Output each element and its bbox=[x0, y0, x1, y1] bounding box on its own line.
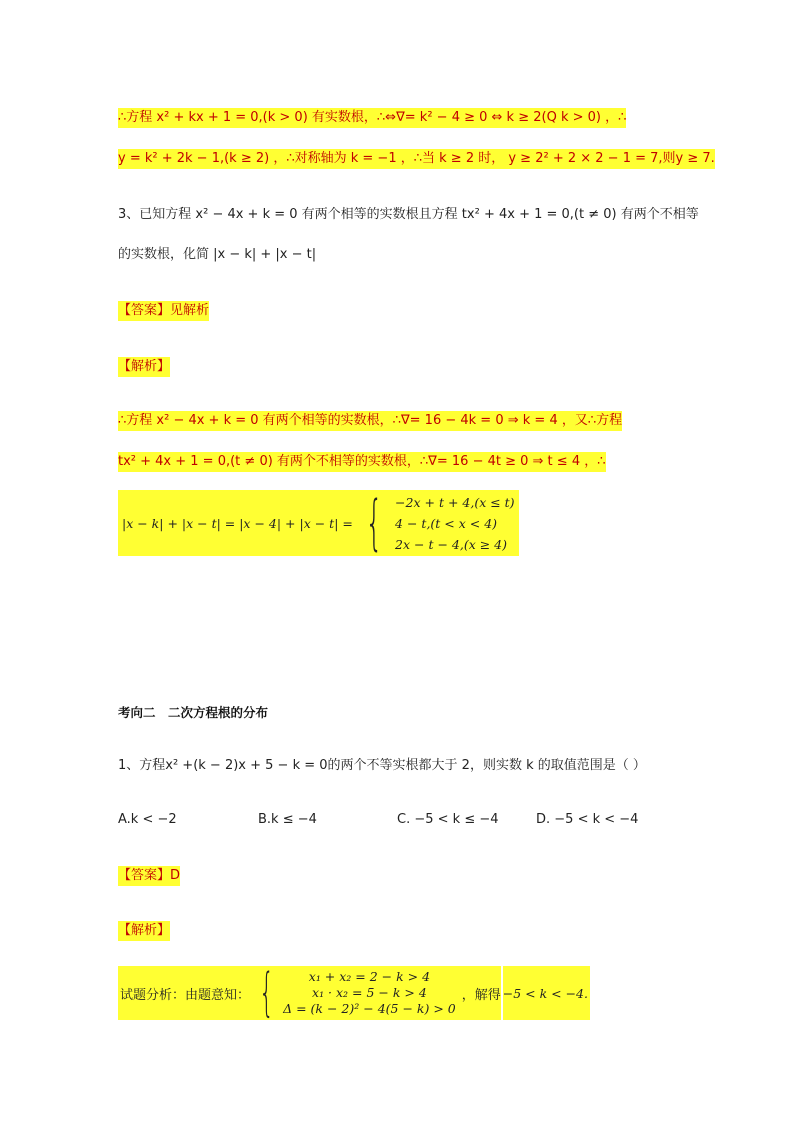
solution-main bbox=[118, 963, 501, 1023]
prev-solution-line-2: y = k² + 2k − 1,(k ≥ 2) ，∴对称轴为 k = −1 ，∴当 k ≥ 2 时， y ≥ 2² + 2 × 2 − 1 = 7,则y ≥ 7. bbox=[118, 149, 715, 169]
answer-tag-q3: 【答案】见解析 bbox=[118, 301, 209, 321]
analysis-tag-s2: 【解析】 bbox=[118, 921, 170, 941]
q3-solution-line-1: ∴方程 x² − 4x + k = 0 有两个相等的实数根，∴∇= 16 − 4k = 0 ⇒ k = 4 ，又∴方程 bbox=[118, 411, 622, 431]
option-b: B.k ≤ −4 bbox=[258, 812, 317, 827]
system-line-3: Δ = (k − 2)² − 4(5 − k) > 0 bbox=[283, 1001, 456, 1016]
case-1: −2x + t + 4,(x ≤ t) bbox=[395, 494, 515, 510]
system-cases bbox=[283, 969, 456, 1017]
question-3-line-2: 的实数根，化简 |x − k| + |x − t| bbox=[118, 247, 317, 262]
analysis-tag-q3: 【解析】 bbox=[118, 357, 170, 377]
piecewise-cases bbox=[395, 492, 515, 555]
answer-tag-s2: 【答案】D bbox=[118, 866, 180, 886]
system-brace: { bbox=[259, 963, 275, 1023]
prev-solution-line-1: ∴方程 x² + kx + 1 = 0,(k > 0) 有实数根，∴⇔∇= k² − 4 ≥ 0 ⇔ k ≥ 2(Q k > 0) ，∴ bbox=[118, 108, 626, 128]
case-3: 2x − t − 4,(x ≥ 4) bbox=[395, 536, 508, 552]
solution-suffix: ，解得 bbox=[461, 987, 501, 1003]
system-line-1: x₁ + x₂ = 2 − k > 4 bbox=[308, 969, 431, 984]
piecewise-lhs: |x − k| + |x − t| = |x − 4| + |x − t| = bbox=[122, 515, 353, 531]
option-c: C. −5 < k ≤ −4 bbox=[397, 812, 499, 827]
q3-solution-line-2: tx² + 4x + 1 = 0,(t ≠ 0) 有两个不相等的实数根，∴∇= 16 − 4t ≥ 0 ⇒ t ≤ 4 ，∴ bbox=[118, 452, 606, 472]
section-title: 考向二 二次方程根的分布 bbox=[118, 705, 269, 720]
left-brace: { bbox=[365, 488, 383, 558]
option-a: A.k < −2 bbox=[118, 812, 177, 827]
option-d: D. −5 < k < −4 bbox=[536, 812, 639, 827]
section2-solution bbox=[118, 963, 590, 1023]
system-line-2: x₁ · x₂ = 5 − k > 4 bbox=[312, 985, 427, 1000]
solution-result: −5 < k < −4. bbox=[503, 966, 590, 1020]
piecewise-result bbox=[118, 490, 519, 556]
case-2: 4 − t,(t < x < 4) bbox=[395, 515, 498, 531]
section2-question-1: 1、方程x² +(k − 2)x + 5 − k = 0的两个不等实根都大于 2，则实数 k 的取值范围是（ ） bbox=[118, 758, 646, 773]
solution-prefix: 试题分析：由题意知： bbox=[120, 987, 251, 1003]
question-3-line-1: 3、已知方程 x² − 4x + k = 0 有两个相等的实数根且方程 tx² + 4x + 1 = 0,(t ≠ 0) 有两个不相等 bbox=[118, 207, 699, 222]
